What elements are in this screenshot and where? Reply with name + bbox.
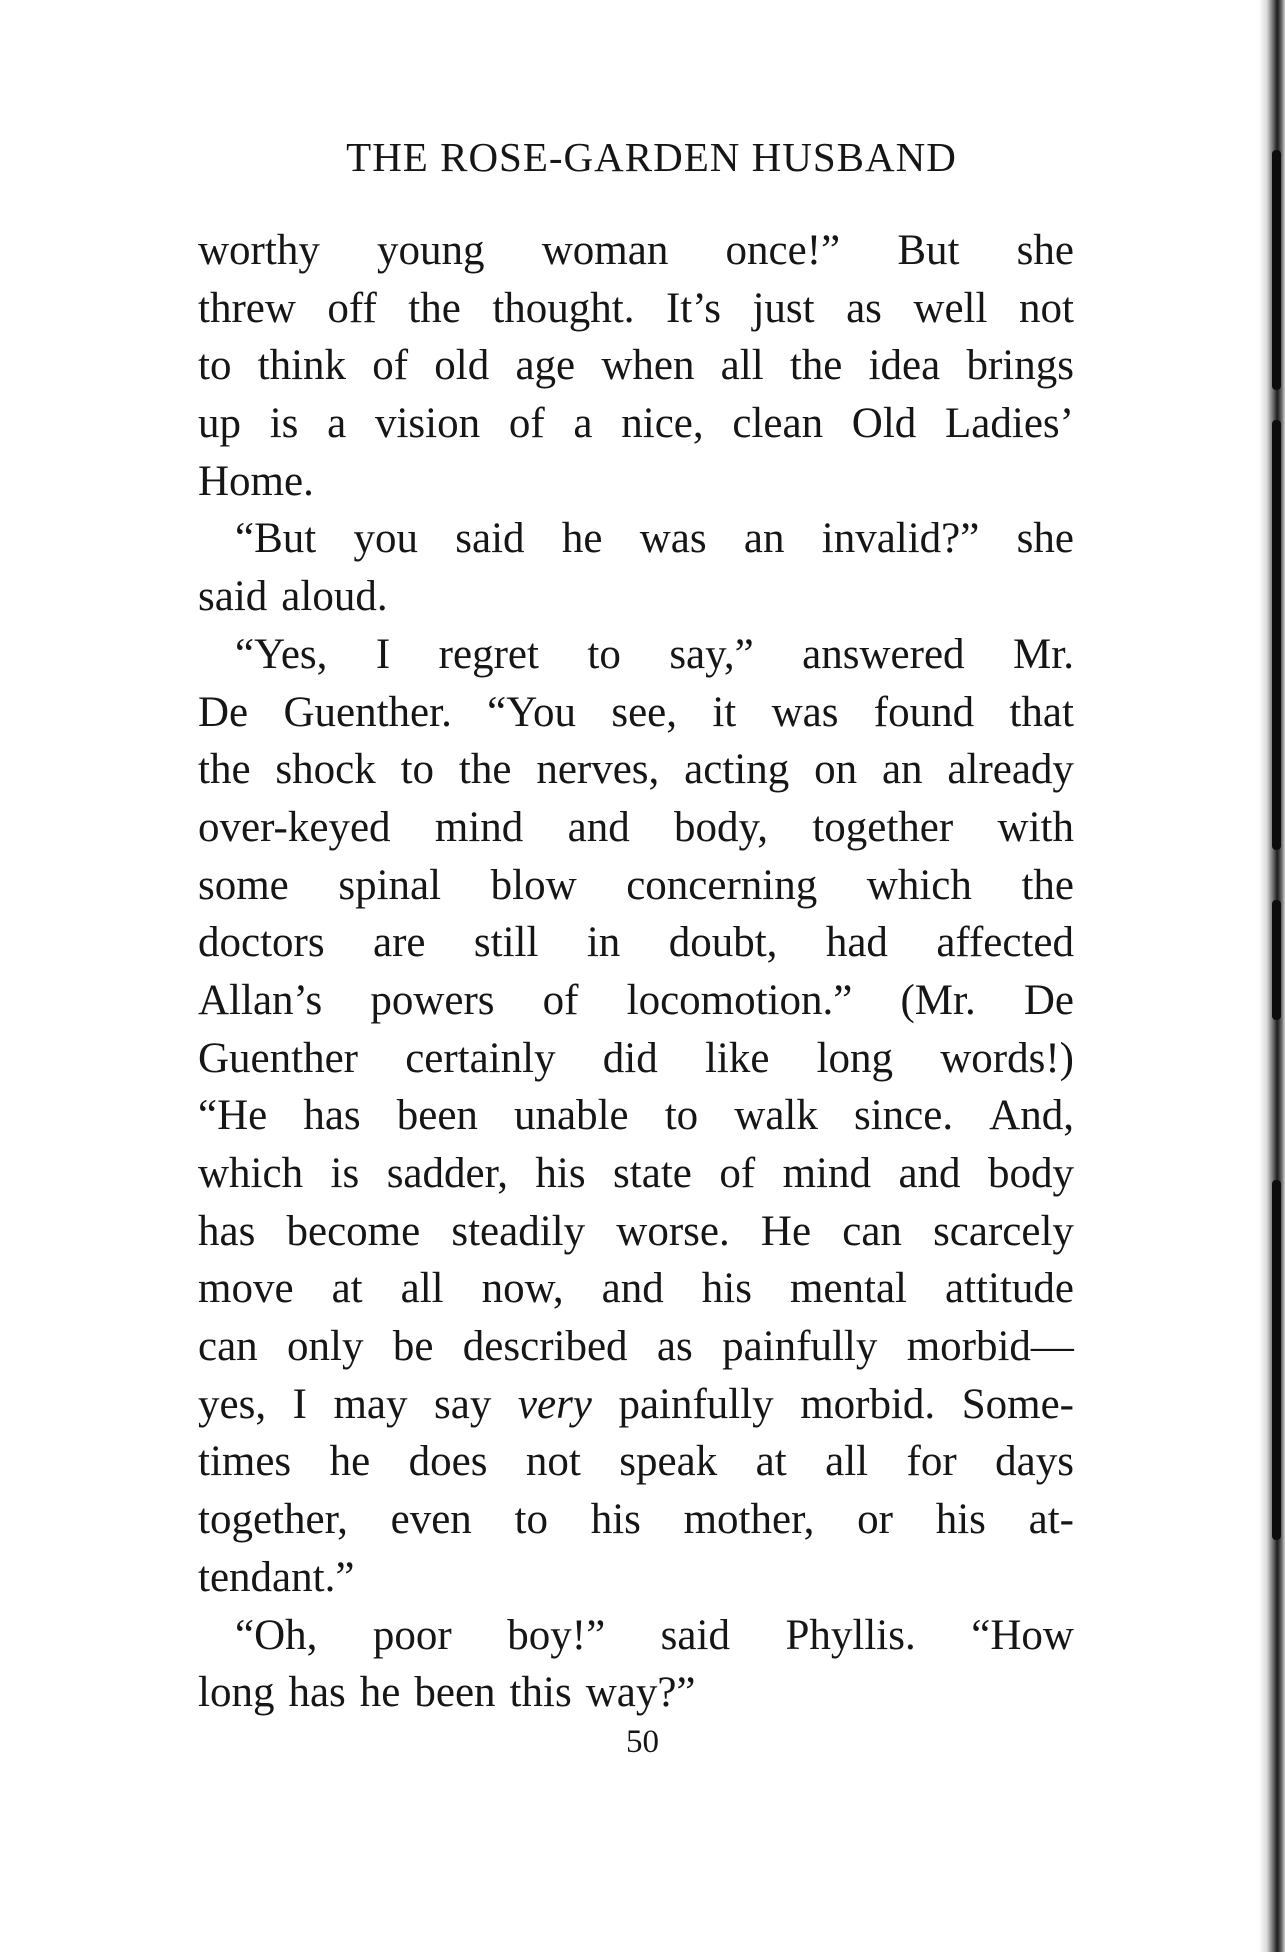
word: which: [866, 861, 972, 909]
word: doubt,: [668, 919, 778, 967]
word: of: [719, 1150, 756, 1197]
word: painfully: [618, 1380, 774, 1428]
text-line: [198, 1607, 1074, 1665]
word: Mr.: [1013, 630, 1074, 678]
word: of: [508, 400, 545, 448]
word: just: [752, 284, 815, 332]
word: thought.: [492, 284, 635, 332]
word: It’s: [665, 284, 721, 332]
word: even: [390, 1496, 472, 1544]
word: And,: [989, 1092, 1074, 1140]
word: unable: [514, 1092, 629, 1140]
word: he: [561, 515, 603, 563]
word: or: [857, 1496, 893, 1544]
word: mental: [789, 1265, 907, 1313]
word: may: [333, 1380, 408, 1428]
text-line: [198, 1491, 1074, 1549]
text-line: [198, 568, 1074, 626]
page-number: 50: [626, 1724, 659, 1760]
word: his: [935, 1496, 986, 1544]
word: aloud.: [281, 573, 388, 621]
word: said: [660, 1611, 730, 1659]
word: all: [825, 1438, 869, 1486]
word: already: [947, 746, 1074, 794]
word: now,: [481, 1265, 564, 1313]
text-line: [198, 453, 1074, 511]
word: said: [455, 515, 525, 563]
word: body,: [674, 803, 768, 851]
word: all: [720, 342, 764, 390]
word: with: [997, 803, 1074, 851]
word: Guenther.: [283, 688, 452, 736]
word: at: [755, 1438, 787, 1486]
word: Old: [851, 400, 917, 448]
text-line: [198, 222, 1074, 280]
word: not: [525, 1438, 581, 1486]
word: walk: [734, 1092, 818, 1140]
word: clean: [732, 400, 824, 448]
word: a: [327, 400, 347, 448]
word: think: [257, 342, 347, 390]
word: been: [396, 1092, 478, 1140]
word: this: [509, 1669, 572, 1717]
text-line: [198, 395, 1074, 453]
word: over-keyed: [198, 803, 391, 851]
word: woman: [541, 227, 669, 274]
word: still: [473, 919, 539, 967]
word: she: [1016, 227, 1074, 274]
word: Home.: [198, 457, 314, 505]
word: locomotion.”: [626, 976, 853, 1024]
word: “You: [487, 688, 577, 736]
word: Phyllis.: [785, 1611, 916, 1659]
word: the: [789, 342, 843, 390]
word: morbid.: [800, 1380, 936, 1428]
word: since.: [853, 1092, 954, 1140]
word: shock: [275, 746, 376, 794]
word: be: [392, 1323, 434, 1371]
word: boy!”: [507, 1611, 606, 1659]
text-line: [198, 280, 1074, 338]
text-line: [198, 857, 1074, 915]
word: on: [814, 746, 858, 794]
word: his: [590, 1496, 641, 1544]
word: way?”: [585, 1669, 696, 1717]
word: is: [269, 400, 299, 448]
word: the: [458, 746, 512, 794]
word: it: [712, 688, 737, 736]
word: only: [287, 1323, 364, 1371]
word: Some-: [961, 1380, 1074, 1428]
word: say,”: [669, 630, 754, 678]
word: say: [434, 1380, 492, 1428]
word: that: [1009, 688, 1074, 736]
word: age: [515, 342, 576, 390]
word: are: [373, 919, 426, 967]
word: described: [462, 1323, 628, 1371]
text-line: [198, 684, 1074, 742]
word: see,: [611, 688, 677, 736]
word: an: [743, 515, 785, 563]
text-line: [198, 914, 1074, 972]
word: had: [825, 919, 888, 967]
text-line: [198, 1145, 1074, 1203]
word: “He: [198, 1092, 268, 1140]
word: young: [377, 227, 485, 274]
running-head: THE ROSE-GARDEN HUSBAND: [346, 134, 957, 180]
word: attitude: [945, 1265, 1074, 1313]
word: yes,: [198, 1380, 267, 1428]
word: blow: [490, 861, 577, 909]
word: up: [198, 400, 241, 448]
word: well: [913, 284, 988, 332]
text-line: [198, 1030, 1074, 1088]
word: to: [400, 746, 435, 794]
word: words!): [940, 1034, 1074, 1082]
word: scarcely: [933, 1207, 1074, 1255]
word: Ladies’: [945, 400, 1074, 448]
text-line: [198, 1549, 1074, 1607]
text-line: [198, 1087, 1074, 1145]
word: nerves,: [536, 746, 660, 794]
text-line: [198, 1433, 1074, 1491]
word: found: [873, 688, 975, 736]
word: has: [198, 1207, 256, 1255]
word: mother,: [683, 1496, 815, 1544]
word: to: [514, 1496, 548, 1544]
text-line: [198, 741, 1074, 799]
word: when: [601, 342, 695, 390]
word: has: [288, 1669, 346, 1717]
word: all: [400, 1265, 444, 1313]
word: does: [408, 1438, 488, 1486]
word: mind: [782, 1150, 871, 1197]
word: together: [812, 803, 954, 851]
word: can: [842, 1207, 902, 1255]
word: as: [846, 284, 882, 332]
word: “Yes,: [235, 630, 328, 678]
word: for: [906, 1438, 957, 1486]
word: not: [1018, 284, 1074, 332]
word: to: [587, 630, 621, 678]
word: like: [704, 1034, 770, 1082]
word: and: [601, 1265, 664, 1313]
word: very: [517, 1380, 592, 1428]
word: a: [573, 400, 593, 448]
word: threw: [198, 284, 296, 332]
word: move: [198, 1265, 294, 1313]
word: nice,: [621, 400, 704, 448]
word: of: [372, 342, 409, 390]
word: But: [897, 227, 960, 274]
word: Guenther: [198, 1034, 358, 1082]
word: can: [198, 1323, 258, 1371]
word: the: [408, 284, 461, 332]
word: certainly: [405, 1034, 556, 1082]
word: been: [414, 1669, 496, 1717]
gutter-mark: [1272, 150, 1281, 390]
word: together,: [198, 1496, 348, 1544]
word: at: [331, 1265, 363, 1313]
word: an: [881, 746, 923, 794]
word: was: [639, 515, 707, 563]
word: mind: [434, 803, 524, 851]
word: morbid—: [906, 1323, 1074, 1371]
word: regret: [438, 630, 539, 678]
word: is: [330, 1150, 360, 1197]
word: speak: [619, 1438, 718, 1486]
word: vision: [374, 400, 481, 448]
word: “How: [971, 1611, 1074, 1659]
word: to: [198, 342, 232, 390]
text-line: [198, 1260, 1074, 1318]
word: he: [359, 1669, 401, 1717]
text-line: [198, 972, 1074, 1030]
word: answered: [802, 630, 965, 678]
word: worse.: [616, 1207, 730, 1255]
text-line: [198, 626, 1074, 684]
word: of: [542, 976, 579, 1024]
gutter-mark: [1272, 420, 1281, 850]
text-line: [198, 1203, 1074, 1261]
word: “Oh,: [235, 1611, 318, 1659]
word: He: [760, 1207, 812, 1255]
word: tendant.”: [198, 1553, 355, 1601]
word: once!”: [725, 227, 841, 274]
word: you: [353, 515, 418, 563]
gutter-mark: [1272, 1180, 1281, 1540]
word: which: [198, 1150, 304, 1197]
word: invalid?”: [821, 515, 980, 563]
word: off: [327, 284, 377, 332]
text-line: [198, 337, 1074, 395]
word: she: [1016, 515, 1074, 563]
word: acting: [684, 746, 790, 794]
word: the: [198, 746, 251, 794]
gutter-mark: [1272, 900, 1281, 1020]
word: spinal: [338, 861, 442, 909]
word: “But: [235, 515, 317, 563]
word: his: [535, 1150, 586, 1197]
word: De: [198, 688, 249, 736]
word: I: [292, 1380, 307, 1428]
text-line: [198, 1664, 1074, 1722]
word: old: [434, 342, 490, 390]
word: brings: [966, 342, 1074, 390]
word: state: [613, 1150, 692, 1197]
word: the: [1021, 861, 1074, 909]
word: affected: [936, 919, 1074, 967]
word: he: [329, 1438, 371, 1486]
word: long: [816, 1034, 894, 1082]
word: long: [198, 1669, 275, 1717]
text-line: [198, 510, 1074, 568]
word: has: [303, 1092, 361, 1140]
word: De: [1023, 976, 1074, 1024]
word: steadily: [451, 1207, 586, 1255]
word: some: [198, 861, 289, 909]
word: and: [567, 803, 630, 851]
word: his: [701, 1265, 752, 1313]
word: said: [198, 573, 268, 621]
word: did: [602, 1034, 658, 1082]
word: and: [898, 1150, 961, 1197]
word: powers: [370, 976, 495, 1024]
word: times: [198, 1438, 292, 1486]
word: doctors: [198, 919, 325, 967]
word: worthy: [198, 227, 320, 274]
word: body: [988, 1150, 1074, 1197]
word: idea: [868, 342, 941, 390]
word: painfully: [722, 1323, 878, 1371]
text-line: [198, 1376, 1074, 1434]
body-text: [198, 222, 1074, 1722]
word: concerning: [626, 861, 818, 909]
word: as: [656, 1323, 693, 1371]
text-line: [198, 1318, 1074, 1376]
word: was: [771, 688, 839, 736]
text-line: [198, 799, 1074, 857]
word: Allan’s: [198, 976, 323, 1024]
word: at-: [1028, 1496, 1074, 1544]
word: to: [664, 1092, 699, 1140]
word: in: [586, 919, 621, 967]
word: I: [375, 630, 391, 678]
word: days: [995, 1438, 1074, 1486]
word: poor: [372, 1611, 452, 1659]
word: become: [286, 1207, 421, 1255]
word: (Mr.: [900, 976, 976, 1024]
word: sadder,: [386, 1150, 508, 1197]
